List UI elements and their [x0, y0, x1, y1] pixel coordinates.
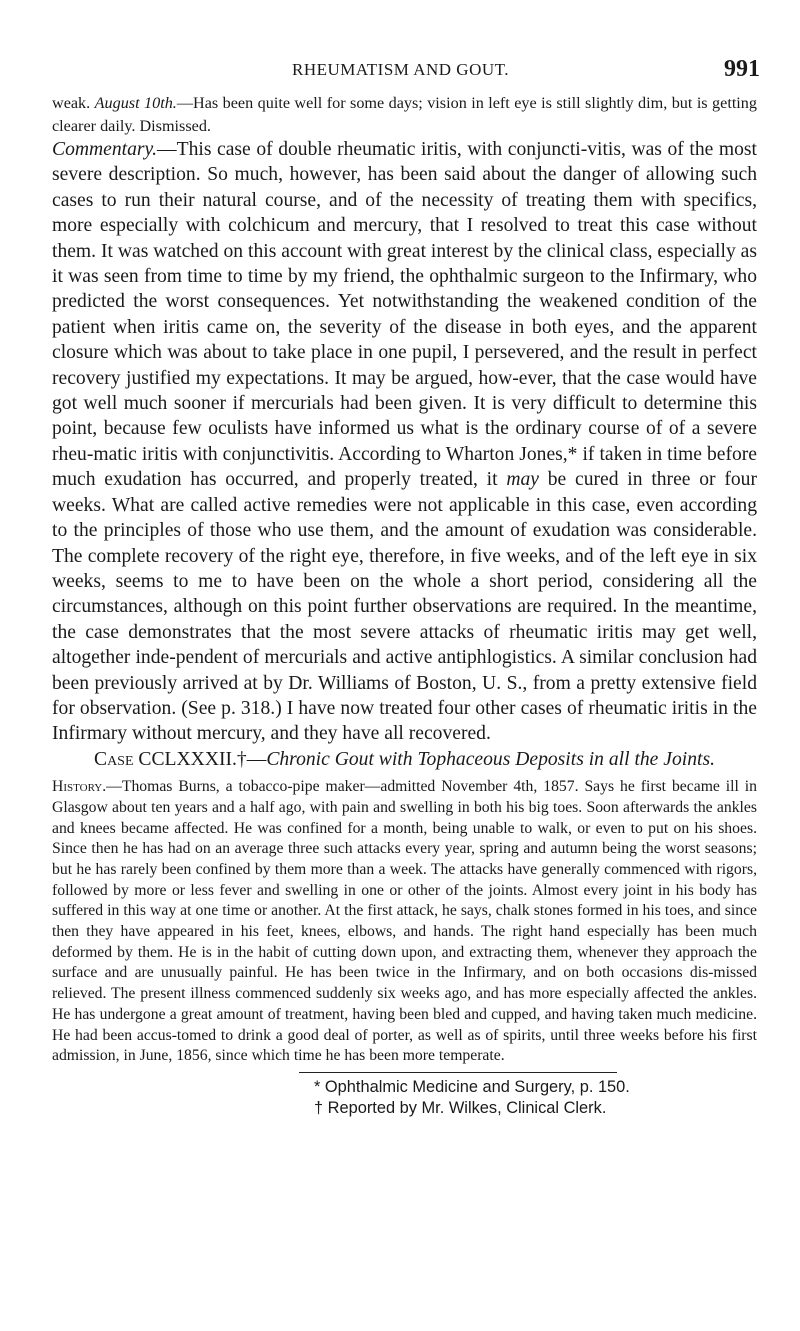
closing-note-text: —Has been quite well for some days; vision in left eye is still slightly dim, but is getting clearer daily. Dismissed. [52, 94, 757, 135]
commentary-text: —This case of double rheumatic iritis, with conjuncti-vitis, was of the most severe description. So much, however, has been said about the danger of allowing such cases to run their natural course, and of the necessity of treating them with specifics, more especially with colchicum and mercury, that I resolved to treat this case without them. It was watched on this account with great interest by the clinical class, especially as it was seen from time to time by my friend, the ophthalmic surgeon to the Infirmary, who predicted the worst consequences. Yet notwithstanding the weakened condition of the patient when iritis came on, the severity of the disease in both eyes, and the apparent closure which was about to take place in one pupil, I persevered, and the result in perfect recovery justified my expectations. It may be argued, how-ever, that the case would have got well much sooner if mercurials had been given. It is very difficult to determine this point, because few oculists have informed us what is the ordinary course of of a severe rheu-matic iritis with conjunctivitis. According to Wharton Jones,* if taken in time before much exudation has occurred, and properly treated, it [52, 139, 757, 491]
commentary-text-continued: be cured in three or four weeks. What are called active remedies were not applicable in this case, even according to the principles of those who use them, and the amount of exudation was considerable. The complete recovery of the right eye, therefore, in five weeks, and of the left eye in six weeks, seems to me to have been on the whole a short period, considering all the circumstances, although on this point further observations are required. In the meantime, the case demonstrates that the most severe attacks of rheumatic iritis may get well, altogether inde-pendent of mercurials and active antiphlogistics. A similar conclusion had been previously arrived at by Dr. Williams of Boston, U. S., from a pretty extensive field for observation. (See p. 318.) I have now treated four other cases of rheumatic iritis in the Infirmary without mercury, and they have all recovered. [52, 469, 757, 745]
page-number: 991 [724, 56, 760, 82]
commentary-paragraph [52, 137, 757, 747]
case-title: Chronic Gout with Tophaceous Deposits in all the Joints. [266, 748, 715, 770]
commentary-label: Commentary. [52, 139, 158, 160]
lead-text: weak. [52, 94, 95, 112]
case-number: Case CCLXXXII.†— [94, 748, 267, 770]
footnote-1: * Ophthalmic Medicine and Surgery, p. 150. [314, 1078, 630, 1096]
closing-note [52, 92, 757, 137]
case-heading [52, 747, 757, 772]
page-body [52, 92, 757, 1119]
commentary-emphasis: may [506, 469, 539, 491]
history-label: History. [52, 778, 107, 796]
footnote-2: † Reported by Mr. Wilkes, Clinical Clerk. [314, 1099, 607, 1117]
date-label: August 10th. [94, 94, 177, 112]
running-title: RHEUMATISM AND GOUT. [292, 60, 509, 79]
history-text: —Thomas Burns, a tobacco-pipe maker—admitted November 4th, 1857. Says he first became ill in Glasgow about ten years and a half ago, with pain and swelling in both his big toes. Soon afterwards the ankles and knees became affected. He was confined for a month, being unable to walk, or even to put on his shoes. Since then he has had on an average three such attacks every year, spring and autumn being the worst seasons; but he has rarely been confined by them more than a week. The attacks have generally commenced with rigors, followed by more or less fever and swelling in one or other of the joints. Almost every joint in his body has suffered in this way at one time or another. At the first attack, he says, chalk stones formed in his toes, and since then they have appeared in his feet, knees, elbows, and hands. The right hand especially has been much deformed by them. He is in the habit of cutting down upon, and extracting them, whenever they approach the surface and are unusually painful. He has been twice in the Infirmary, and on both occasions dis-missed relieved. The present illness commenced suddenly six weeks ago, and has more especially affected the ankles. He has undergone a great amount of treatment, having been bled and cupped, and having taken much medicine. He had been accus-tomed to drink a good deal of porter, as well as of spirits, until three weeks before his first admission, in June, 1856, since which time he has been more temperate. [52, 778, 757, 1065]
history-paragraph [52, 777, 757, 1067]
footnote-rule [299, 1072, 617, 1073]
